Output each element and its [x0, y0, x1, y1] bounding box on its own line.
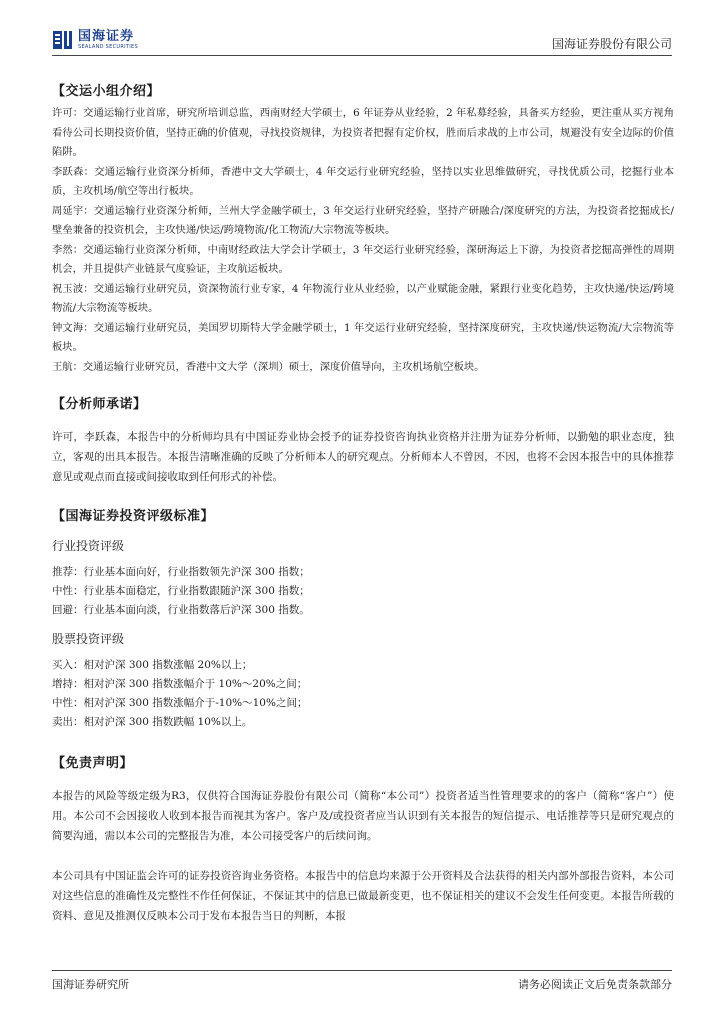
sealand-logo-icon — [52, 29, 74, 51]
team-member-5: 祝玉波：交通运输行业研究员，资深物流行业专家，4 年物流行业从业经验，以产业赋能金融，紧跟行业变化趋势，主攻快递/快运/跨境物流/大宗物流等板块。 — [52, 282, 674, 314]
team-member-6: 钟文海：交通运输行业研究员，美国罗切斯特大学金融学硕士，1 年交运行业研究经验，坚持深度研究，主攻快递/快运物流/大宗物流等板块。 — [52, 321, 674, 353]
industry-rating-neutral: 中性：行业基本面稳定，行业指数跟随沪深 300 指数； — [52, 585, 310, 597]
footer-divider — [52, 970, 672, 971]
team-member-3: 周延宇：交通运输行业资深分析师，兰州大学金融学硕士，3 年交运行业研究经验，坚持产研融合/深度研究的方法，为投资者挖掘成长/壁垒兼备的投资机会，主攻快递/快运/跨境物流/化工物流/大宗物流等板块。 — [52, 204, 674, 236]
footer-disclaimer-note: 请务必阅读正文后免责条款部分 — [518, 978, 672, 991]
stock-rating-overweight: 增持：相对沪深 300 指数涨幅介于 10%～20%之间； — [52, 678, 308, 690]
stock-rating-sell: 卖出：相对沪深 300 指数跌幅 10%以上。 — [52, 716, 253, 728]
team-member-2: 李跃森：交通运输行业资深分析师，香港中文大学硕士，4 年交运行业研究经验，坚持以实业思维做研究，寻找优质公司，挖掘行业本质，主攻机场/航空等出行板块。 — [52, 165, 674, 197]
page-content — [52, 82, 674, 926]
page-header — [52, 27, 672, 55]
stock-rating-buy: 买入：相对沪深 300 指数涨幅 20%以上； — [52, 659, 253, 671]
disclaimer-paragraph-2: 本公司具有中国证监会许可的证券投资咨询业务资格。本报告中的信息均来源于公开资料及合法获得的相关内部外部报告资料，本公司对这些信息的准确性及完整性不作任何保证，不保证其中的信息已做最新变更，也不保证相关的建议不会发生任何变更。本报告所载的资料、意见及推测仅反映本公司于发布本报告当日的判断，本报 — [52, 870, 674, 922]
team-member-7: 王航：交通运输行业研究员，香港中文大学（深圳）硕士，深度价值导向，主攻机场航空板块。 — [52, 360, 485, 373]
rating-section — [52, 507, 674, 732]
team-member-1: 许可：交通运输行业首席，研究所培训总监，西南财经大学硕士，6 年证券从业经验，2 年私募经验，具备买方经验，更注重从买方视角看待公司长期投资价值，坚持正确的价值观，寻找投资规律，为投资者把握有定价权，胜而后求战的上市公司，规避没有安全边际的价值陷阱。 — [52, 107, 674, 158]
industry-rating-avoid: 回避：行业基本面向淡，行业指数落后沪深 300 指数。 — [52, 604, 310, 616]
stock-rating-title: 股票投资评级 — [52, 632, 125, 646]
footer-institute: 国海证券研究所 — [52, 978, 129, 991]
logo-chinese-text: 国海证券 — [78, 29, 135, 44]
disclaimer-paragraph-1: 本报告的风险等级定级为R3，仅供符合国海证券股份有限公司（简称“本公司”）投资者适当性管理要求的的客户（简称“客户”）使用。本公司不会因接收人收到本报告而视其为客户。客户及/或投资者应当认识到有关本报告的短信提示、电话推荐等只是研究观点的简要沟通，需以本公司的完整报告为准，本公司接受客户的后续问询。 — [52, 790, 674, 842]
commitment-section-title: 【分析师承诺】 — [52, 397, 147, 412]
commitment-section — [52, 395, 674, 487]
disclaimer-section-title: 【免责声明】 — [52, 756, 134, 771]
logo-english-text: SEALAND SECURITIES — [78, 44, 138, 50]
commitment-text: 许可，李跃森，本报告中的分析师均具有中国证券业协会授予的证券投资咨询执业资格并注册为证券分析师，以勤勉的职业态度，独立，客观的出具本报告。本报告清晰准确的反映了分析师本人的研究观点。分析师本人不曾因，不因，也将不会因本报告中的具体推荐意见或观点而直接或间接收取到任何形式的补偿。 — [52, 431, 674, 483]
team-member-4: 李然：交通运输行业资深分析师，中南财经政法大学会计学硕士，3 年交运行业研究经验，深研海运上下游，为投资者挖掘高弹性的周期机会，并且提供产业链景气度验证，主攻航运板块。 — [52, 243, 674, 275]
company-logo — [52, 29, 138, 51]
team-section — [52, 82, 674, 377]
team-section-title: 【交运小组介绍】 — [52, 84, 161, 99]
industry-rating-title: 行业投资评级 — [52, 539, 125, 553]
header-divider — [52, 55, 672, 56]
stock-rating-neutral: 中性：相对沪深 300 指数涨幅介于-10%～10%之间； — [52, 697, 308, 709]
header-company-name: 国海证券股份有限公司 — [551, 37, 672, 51]
industry-rating-recommend: 推荐：行业基本面向好，行业指数领先沪深 300 指数； — [52, 566, 310, 578]
disclaimer-section — [52, 754, 674, 926]
rating-section-title: 【国海证券投资评级标准】 — [52, 509, 215, 524]
